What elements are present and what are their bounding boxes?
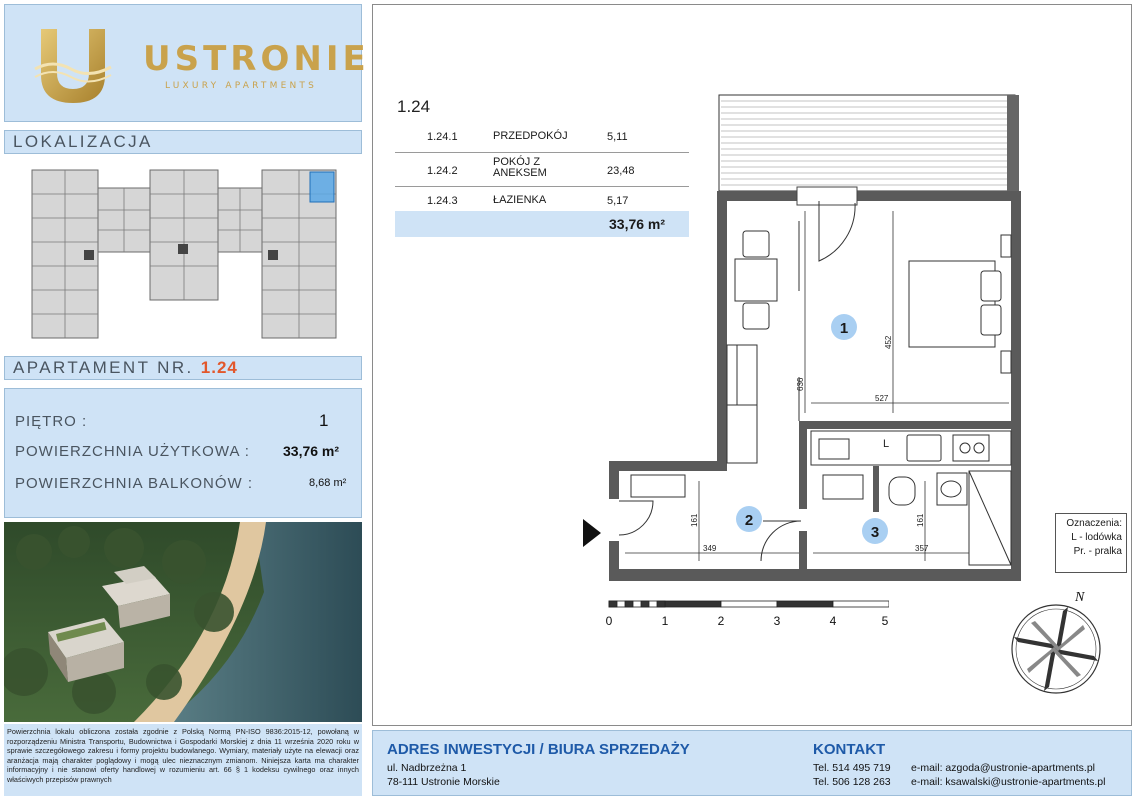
room-id: 1.24.3 [427,195,458,207]
room-marker-2: 2 [744,512,754,529]
scale-bar [599,595,889,635]
apartment-label: APARTAMENT NR. [13,358,194,377]
email-2[interactable]: e-mail: ksawalski@ustronie-apartments.pl [911,776,1106,788]
total-area: 33,76 m² [609,216,666,232]
dining-table [735,231,777,329]
balcony-label: POWIERZCHNIA BALKONÓW : [15,475,254,492]
floor-value: 1 [319,411,329,430]
apartment-number: 1.24 [200,358,238,377]
fridge-mark: L [883,438,890,450]
bed [909,235,1011,373]
dim-label: 527 [875,394,889,403]
contact-title: KONTAKT [813,741,886,758]
legal-disclaimer: Powierzchnia lokalu obliczona została zgodnie z Polską Normą PN-ISO 9836:2015-12, powołaną w rozporządzeniu Ministra Transportu, Budownictwa i Gospodarki Morskiej z dnia 11 września 2020 roku w sprawie szczegółowego zakresu i formy projektu budowlanego. Wymiary, materiały użyte na elewacji oraz aranżacja mają charakter poglądowy i mogą ulec nieznacznym zmianom. Niniejsza karta ma charakter informacyjny i nie stanowi oferty handlowej w rozumieniu art. 66 § 1 kodeksu cywilnego oraz innych właściwych przepisów prawnych [4,724,362,796]
apartment-header [4,356,362,380]
scale-label: 2 [717,614,725,628]
legend-item: L - lodówka [1071,532,1122,543]
dim-label: 161 [916,513,925,527]
scale-label: 4 [829,614,837,628]
address-title: ADRES INWESTYCJI / BIURA SPRZEDAŻY [387,741,690,758]
compass-icon [1001,587,1111,699]
apartment-highlight [310,172,334,202]
room-name: PRZEDPOKÓJ [493,130,568,142]
room-marker-1: 1 [839,320,849,337]
balcony [719,95,1019,191]
room-id: 1.24.2 [427,165,458,177]
floor-label: PIĘTRO : [15,413,88,430]
brand-tagline: LUXURY APARTMENTS [165,81,317,91]
email-1[interactable]: e-mail: azgoda@ustronie-apartments.pl [911,762,1095,774]
room-area: 5,11 [607,131,628,143]
dim-label: 357 [915,544,929,553]
legend [1055,513,1127,573]
address-city: 78-111 Ustronie Morskie [387,776,500,788]
address-street: ul. Nadbrzeżna 1 [387,762,467,774]
legend-title: Oznaczenia: [1066,518,1122,529]
dim-label: 452 [884,335,893,349]
floor-plan-panel [372,4,1132,726]
scale-label: 3 [773,614,781,628]
balcony-value: 8,68 m² [309,477,347,489]
brand-name: USTRONIE [143,39,370,79]
area-label: POWIERZCHNIA UŻYTKOWA : [15,443,250,460]
scale-label: 5 [881,614,889,628]
phone-2[interactable]: Tel. 506 128 263 [813,776,891,788]
building-render-image [4,522,362,722]
location-floor-map [28,164,340,344]
room-id: 1.24.1 [427,131,458,143]
apartment-id: 1.24 [397,97,431,116]
room-name: ŁAZIENKA [493,194,547,206]
dim-label: 161 [690,513,699,527]
left-column [4,4,370,796]
phone-1[interactable]: Tel. 514 495 719 [813,762,891,774]
stats-panel [4,388,362,518]
kitchen-counter [811,431,1011,465]
location-title: LOKALIZACJA [13,132,153,151]
location-header [4,130,362,154]
room-area: 23,48 [607,165,635,177]
walls [609,191,1021,581]
logo-panel [4,4,370,122]
dim-label: 349 [703,544,717,553]
ustronie-logo-icon [31,23,115,107]
room-marker-3: 3 [870,524,880,541]
room-name: POKÓJ Z ANEKSEM [493,156,547,179]
compass-north: N [1075,590,1085,605]
scale-label: 0 [605,614,613,628]
area-value: 33,76 m² [283,443,340,459]
floor-plan-drawing [573,91,1033,581]
legend-item: Pr. - pralka [1073,546,1122,557]
entrance-arrow-icon [581,517,603,549]
footer [372,730,1132,796]
dim-label: 636 [796,377,805,391]
scale-label: 1 [661,614,669,628]
room-area: 5,17 [607,195,629,207]
